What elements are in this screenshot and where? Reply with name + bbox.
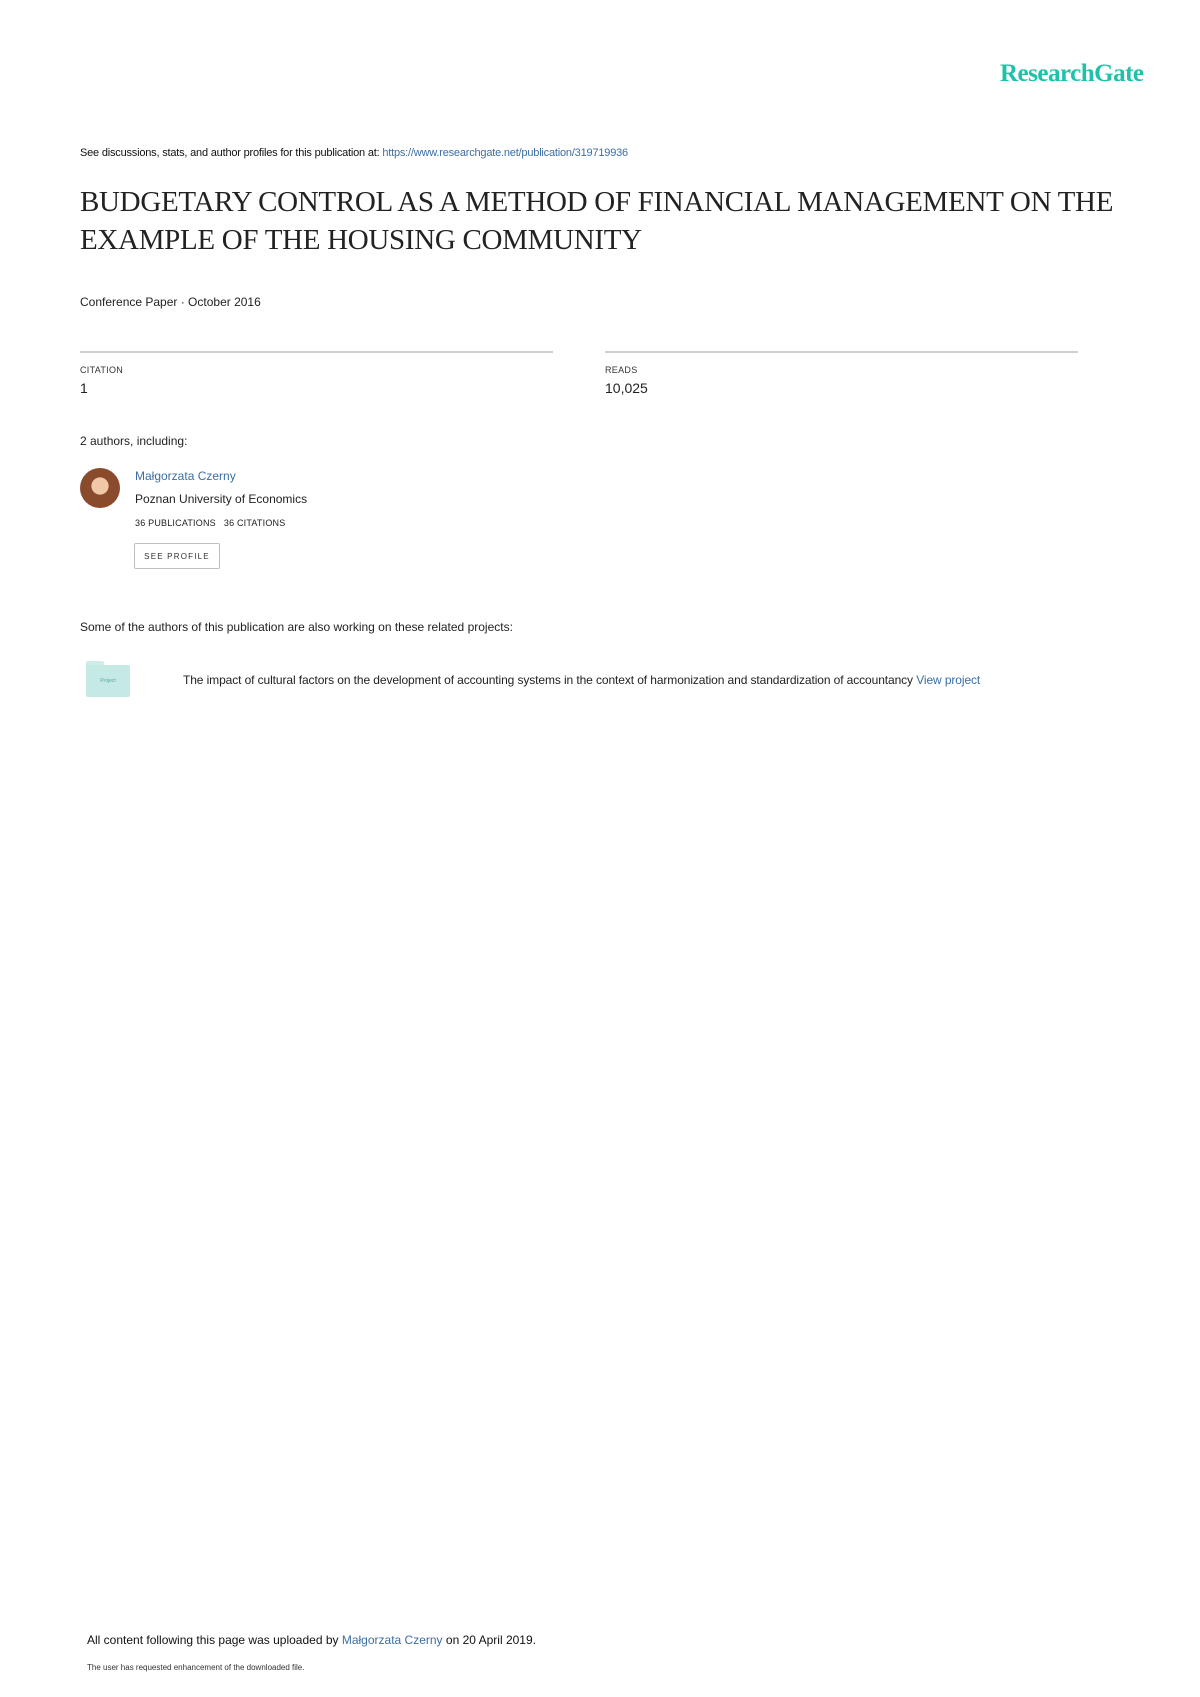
reads-label: READS xyxy=(605,365,638,375)
author-citations-count: 36 CITATIONS xyxy=(223,518,286,528)
see-profile-button[interactable]: SEE PROFILE xyxy=(134,543,220,569)
publication-url-link[interactable]: https://www.researchgate.net/publication/319719936 xyxy=(382,147,628,159)
enhancement-note: The user has requested enhancement of the downloaded file. xyxy=(87,1663,305,1672)
citation-label: CITATION xyxy=(80,365,124,375)
view-project-link[interactable]: View project xyxy=(916,673,981,687)
related-projects-heading: Some of the authors of this publication are also working on these related projects: xyxy=(80,620,513,634)
citation-count: 1 xyxy=(80,380,88,396)
reads-count: 10,025 xyxy=(605,380,648,396)
paper-title: BUDGETARY CONTROL AS A METHOD OF FINANCIAL MANAGEMENT ON THE EXAMPLE OF THE HOUSING COMMUNITY xyxy=(80,186,1114,256)
citation-divider xyxy=(80,351,553,353)
upload-prefix: All content following this page was uploaded by xyxy=(87,1633,342,1647)
author-stats xyxy=(135,518,293,528)
author-publications-count: 36 PUBLICATIONS xyxy=(135,518,216,528)
project-icon-label: Project xyxy=(100,678,116,684)
author-institution: Poznan University of Economics xyxy=(135,492,308,506)
project-title: The impact of cultural factors on the development of accounting systems in the context of harmonization and standardization of accountancy xyxy=(183,673,917,687)
researchgate-logo[interactable]: ResearchGate xyxy=(1000,60,1144,87)
project-item xyxy=(183,673,980,687)
upload-notice xyxy=(87,1633,536,1647)
publication-type: Conference Paper · October 2016 xyxy=(80,295,261,309)
uploader-link[interactable]: Małgorzata Czerny xyxy=(341,1633,443,1647)
discussion-prefix: See discussions, stats, and author profiles for this publication at: xyxy=(80,147,383,159)
reads-divider xyxy=(605,351,1078,353)
project-folder-icon xyxy=(86,661,130,697)
upload-suffix: on 20 April 2019. xyxy=(442,1633,536,1647)
authors-heading: 2 authors, including: xyxy=(80,434,188,448)
author-avatar[interactable] xyxy=(80,468,120,508)
discussion-line xyxy=(80,147,628,159)
author-name-link[interactable]: Małgorzata Czerny xyxy=(135,469,236,483)
